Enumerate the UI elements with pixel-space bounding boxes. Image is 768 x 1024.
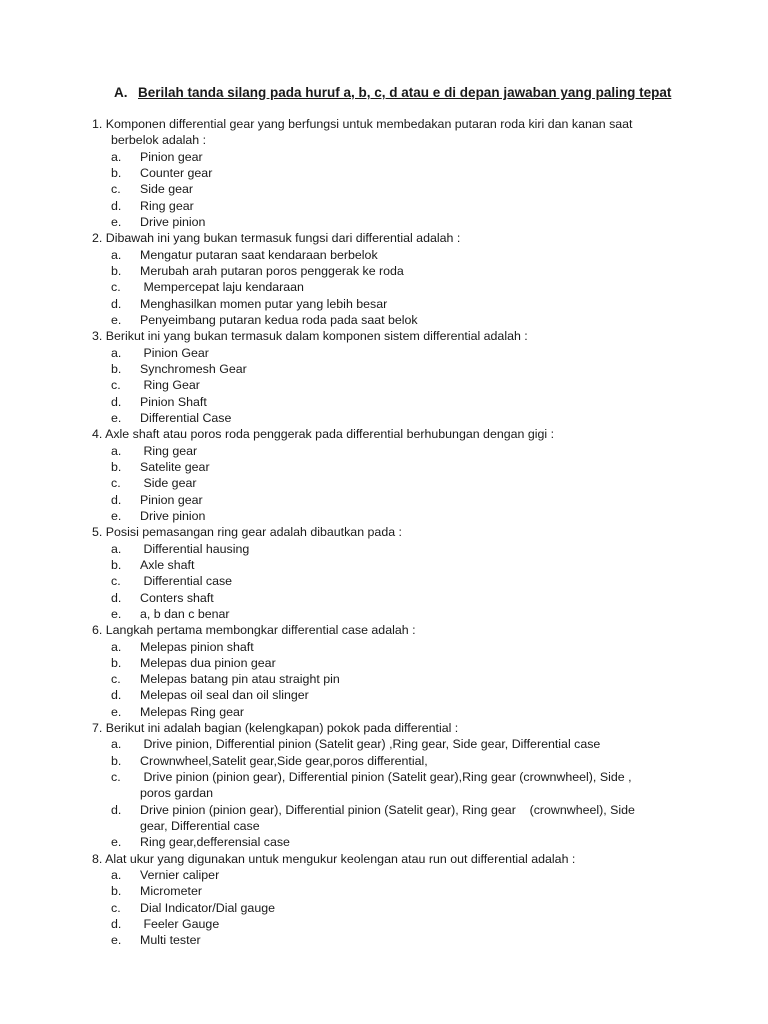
option-text: Pinion gear [140, 149, 203, 164]
option-letter: a. [111, 868, 122, 883]
option-text: Melepas Ring gear [140, 704, 245, 719]
answer-option[interactable] [0, 149, 768, 165]
answer-option[interactable] [0, 590, 768, 606]
option-letter: c. [111, 770, 121, 785]
option-text: Differential hausing [140, 541, 250, 556]
option-letter: a. [111, 345, 122, 360]
option-letter: c. [111, 378, 121, 393]
question-list [0, 116, 768, 949]
option-letter: b. [111, 753, 122, 768]
option-letter: c. [111, 900, 121, 915]
option-text: Drive pinion, Differential pinion (Satelit gear) ,Ring gear, Side gear, Differential case [140, 737, 601, 752]
section-heading [114, 85, 671, 100]
option-letter: c. [111, 672, 121, 687]
answer-option[interactable] [0, 753, 768, 769]
option-letter: e. [111, 410, 122, 425]
option-text: Axle shaft [140, 557, 195, 572]
answer-option[interactable] [0, 557, 768, 573]
answer-option[interactable] [0, 296, 768, 312]
answer-option[interactable] [0, 475, 768, 491]
option-letter: a. [111, 247, 122, 262]
answer-option[interactable] [0, 410, 768, 426]
option-text: Melepas dua pinion gear [140, 655, 276, 670]
answer-option[interactable] [0, 443, 768, 459]
answer-option[interactable] [0, 214, 768, 230]
question-text: 5. Posisi pemasangan ring gear adalah dibautkan pada : [92, 525, 402, 540]
answer-option[interactable] [0, 769, 768, 785]
question-block [0, 524, 768, 622]
question-text: 2. Dibawah ini yang bukan termasuk fungsi dari differential adalah : [92, 231, 461, 246]
answer-option[interactable] [0, 394, 768, 410]
question-block [0, 230, 768, 328]
option-text: Multi tester [140, 933, 201, 948]
question-text: 8. Alat ukur yang digunakan untuk mengukur keolengan atau run out differential adalah : [92, 851, 576, 866]
option-text: Vernier caliper [140, 868, 220, 883]
option-letter: c. [111, 280, 121, 295]
answer-option[interactable] [0, 279, 768, 295]
option-letter: d. [111, 198, 122, 213]
option-text: Crownwheel,Satelit gear,Side gear,poros differential, [140, 753, 428, 768]
answer-option[interactable] [0, 883, 768, 899]
option-text: Merubah arah putaran poros penggerak ke roda [140, 263, 404, 278]
answer-option[interactable] [0, 165, 768, 181]
question-block [0, 720, 768, 851]
option-letter: b. [111, 557, 122, 572]
answer-option[interactable] [0, 312, 768, 328]
option-letter: c. [111, 574, 121, 589]
answer-option[interactable] [0, 345, 768, 361]
option-text: Drive pinion (pinion gear), Differential pinion (Satelit gear),Ring gear (crownwheel), Side , [140, 770, 632, 785]
question-text: 7. Berikut ini adalah bagian (kelengkapan) pokok pada differential : [92, 721, 459, 736]
option-text: Penyeimbang putaran kedua roda pada saat belok [140, 312, 418, 327]
option-letter: e. [111, 214, 122, 229]
option-text: Feeler Gauge [140, 917, 220, 932]
option-letter: b. [111, 655, 122, 670]
option-text: Ring gear [140, 198, 194, 213]
option-text: Mempercepat laju kendaraan [140, 280, 304, 295]
option-text: Ring gear,defferensial case [140, 835, 290, 850]
answer-option[interactable] [0, 508, 768, 524]
option-text: Mengatur putaran saat kendaraan berbelok [140, 247, 378, 262]
option-letter: b. [111, 884, 122, 899]
option-letter: e. [111, 312, 122, 327]
answer-option[interactable] [0, 687, 768, 703]
answer-option[interactable] [0, 492, 768, 508]
option-letter: d. [111, 917, 122, 932]
option-letter: a. [111, 149, 122, 164]
section-letter: A. [114, 85, 128, 100]
option-text: Melepas pinion shaft [140, 639, 254, 654]
option-text: Pinion gear [140, 492, 203, 507]
answer-option[interactable] [0, 198, 768, 214]
option-letter: a. [111, 541, 122, 556]
option-letter: d. [111, 492, 122, 507]
answer-option[interactable] [0, 247, 768, 263]
option-text: Side gear [140, 182, 194, 197]
answer-option[interactable] [0, 639, 768, 655]
answer-option[interactable] [0, 181, 768, 197]
question-text: 3. Berikut ini yang bukan termasuk dalam komponen sistem differential adalah : [92, 329, 528, 344]
answer-option[interactable] [0, 361, 768, 377]
answer-option[interactable] [0, 655, 768, 671]
option-text: Dial Indicator/Dial gauge [140, 900, 275, 915]
option-letter: e. [111, 606, 122, 621]
answer-option[interactable] [0, 736, 768, 752]
question-text-continued: berbelok adalah : [111, 133, 207, 148]
option-text-continued: poros gardan [140, 786, 214, 801]
option-text: Ring gear [140, 443, 198, 458]
answer-option[interactable] [0, 459, 768, 475]
option-text: Melepas oil seal dan oil slinger [140, 688, 309, 703]
question-block [0, 328, 768, 426]
question-block [0, 116, 768, 230]
section-instruction: Berilah tanda silang pada huruf a, b, c, d atau e di depan jawaban yang paling tepat [138, 85, 672, 100]
option-letter: e. [111, 508, 122, 523]
option-text: Micrometer [140, 884, 202, 899]
option-letter: b. [111, 165, 122, 180]
option-text: Conters shaft [140, 590, 214, 605]
option-letter: a. [111, 737, 122, 752]
option-letter: a. [111, 443, 122, 458]
option-letter: b. [111, 263, 122, 278]
question-text: 1. Komponen differential gear yang berfungsi untuk membedakan putaran roda kiri dan kanan saat [92, 117, 633, 131]
option-text: Ring Gear [140, 378, 200, 393]
answer-option[interactable] [0, 541, 768, 557]
option-text: Pinion Shaft [140, 394, 207, 409]
answer-option[interactable] [0, 606, 768, 622]
option-letter: d. [111, 394, 122, 409]
option-letter: e. [111, 704, 122, 719]
option-letter: b. [111, 459, 122, 474]
question-block [0, 426, 768, 524]
option-letter: c. [111, 476, 121, 491]
answer-option[interactable] [0, 900, 768, 916]
option-text: Drive pinion [140, 214, 206, 229]
option-text: Differential case [140, 574, 233, 589]
question-text: 6. Langkah pertama membongkar differential case adalah : [92, 623, 416, 638]
option-letter: e. [111, 835, 122, 850]
answer-option[interactable] [0, 802, 768, 818]
answer-option[interactable] [0, 573, 768, 589]
option-text: Menghasilkan momen putar yang lebih besar [140, 296, 388, 311]
option-letter: d. [111, 296, 122, 311]
option-text: Satelite gear [140, 459, 210, 474]
question-block [0, 851, 768, 949]
option-letter: d. [111, 802, 122, 817]
option-letter: d. [111, 590, 122, 605]
option-letter: b. [111, 361, 122, 376]
answer-option[interactable] [0, 834, 768, 850]
option-letter: c. [111, 182, 121, 197]
option-text: Drive pinion (pinion gear), Differential pinion (Satelit gear), Ring gear (crownwheel), Side [140, 802, 635, 817]
answer-option[interactable] [0, 704, 768, 720]
answer-option[interactable] [0, 263, 768, 279]
option-text: Side gear [140, 476, 197, 491]
option-text-continued: gear, Differential case [140, 819, 260, 834]
option-text: Melepas batang pin atau straight pin [140, 672, 340, 687]
answer-option[interactable] [0, 671, 768, 687]
answer-option[interactable] [0, 932, 768, 948]
option-letter: e. [111, 933, 122, 948]
option-letter: a. [111, 639, 122, 654]
question-block [0, 622, 768, 720]
answer-option[interactable] [0, 377, 768, 393]
option-text: a, b dan c benar [140, 606, 230, 621]
option-letter: d. [111, 688, 122, 703]
question-text: 4. Axle shaft atau poros roda penggerak pada differential berhubungan dengan gigi : [92, 427, 555, 442]
option-text: Drive pinion [140, 508, 206, 523]
option-text: Counter gear [140, 165, 213, 180]
answer-option[interactable] [0, 867, 768, 883]
option-text: Synchromesh Gear [140, 361, 247, 376]
answer-option[interactable] [0, 916, 768, 932]
option-text: Pinion Gear [140, 345, 209, 360]
option-text: Differential Case [140, 410, 232, 425]
